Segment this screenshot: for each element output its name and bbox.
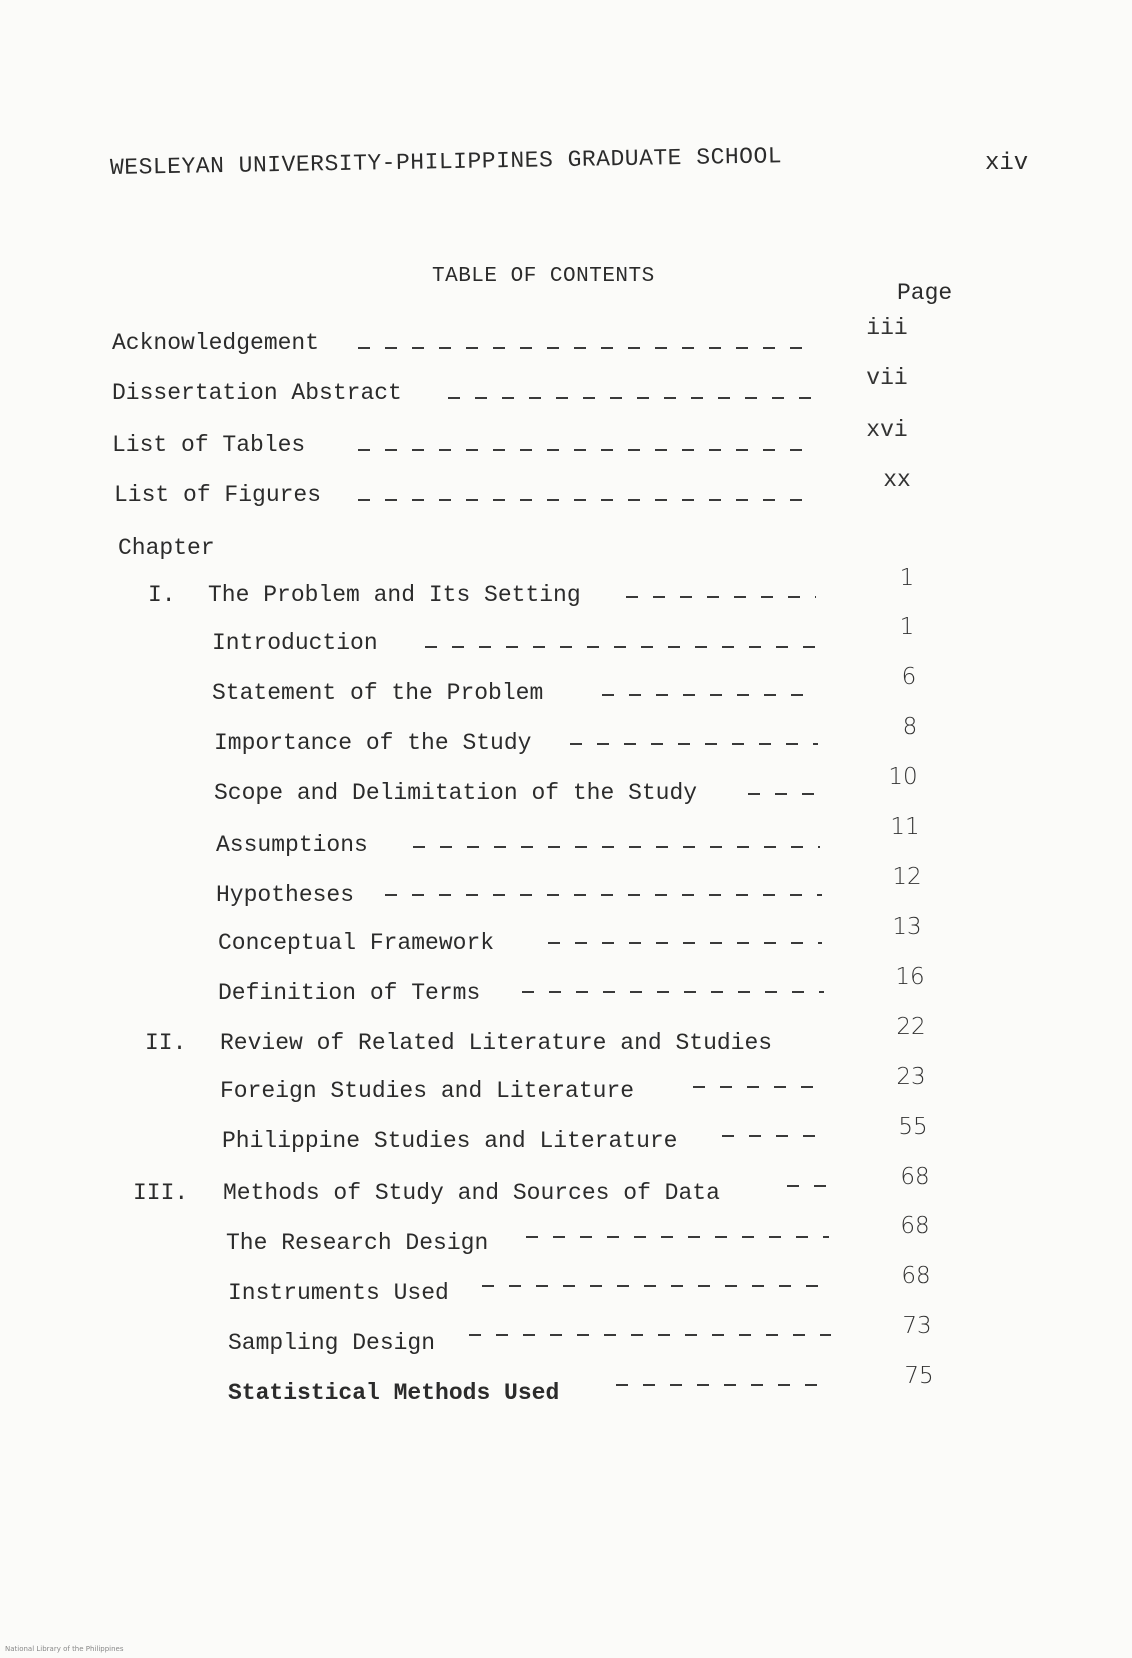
dot-leader [748, 793, 820, 795]
toc-entry-label: The Research Design [226, 1230, 489, 1256]
chapter-heading: Chapter [118, 535, 215, 561]
dot-leader [413, 846, 820, 848]
dot-leader [526, 1236, 829, 1238]
toc-entry-label: Scope and Delimitation of the Study [214, 780, 698, 806]
toc-entry-page: xvi [866, 417, 908, 443]
toc-entry-page: xx [883, 467, 911, 493]
toc-entry-page: 23 [896, 1064, 926, 1090]
dot-leader [448, 397, 813, 399]
toc-entry-label: Philippine Studies and Literature [222, 1128, 678, 1154]
toc-entry-page: 73 [902, 1313, 932, 1339]
toc-chapter-entry [145, 1030, 772, 1060]
institution-header: WESLEYAN UNIVERSITY-PHILIPPINES GRADUATE SCHOOL [109, 143, 783, 181]
toc-entry-page: vii [866, 365, 908, 391]
toc-entry-label: Statistical Methods Used [228, 1380, 560, 1406]
toc-entry [216, 882, 354, 912]
toc-entry-label: Instruments Used [228, 1280, 449, 1306]
toc-entry-page: 68 [901, 1263, 931, 1289]
toc-entry [214, 730, 531, 760]
scan-footer: National Library of the Philippines [5, 1645, 124, 1653]
dot-leader [616, 1384, 831, 1386]
chapter-numeral: II. [145, 1030, 187, 1056]
toc-entry-page: 1 [899, 614, 915, 640]
toc-entry-label: Acknowledgement [112, 330, 320, 356]
toc-entry-page: 10 [888, 764, 918, 790]
dot-leader [522, 991, 824, 993]
dot-leader [787, 1185, 829, 1187]
toc-chapter-entry [148, 582, 581, 612]
toc-entry-label: Methods of Study and Sources of Data [223, 1180, 720, 1206]
dot-leader [626, 596, 816, 598]
dot-leader [358, 499, 813, 501]
toc-entry-label: Foreign Studies and Literature [220, 1078, 635, 1104]
toc-entry-page: 8 [902, 714, 918, 740]
toc-entry-label: Hypotheses [216, 882, 355, 908]
toc-entry-label: Introduction [212, 630, 378, 656]
dot-leader [358, 347, 813, 349]
toc-entry-page: iii [866, 315, 908, 341]
toc-entry-label: Review of Related Literature and Studies [220, 1030, 773, 1056]
toc-entry-label: List of Figures [114, 482, 322, 508]
toc-entry-page: 16 [895, 964, 925, 990]
toc-entry-label: Sampling Design [228, 1330, 436, 1356]
toc-entry-page: 12 [892, 864, 922, 890]
dot-leader [425, 646, 817, 648]
dot-leader [722, 1135, 827, 1137]
dot-leader [548, 942, 822, 944]
toc-entry-page: 68 [900, 1164, 930, 1190]
toc-entry-page: 75 [904, 1363, 934, 1389]
toc-entry-label: Statement of the Problem [212, 680, 544, 706]
dot-leader [385, 894, 822, 896]
dot-leader [570, 743, 818, 745]
toc-entry-label: Assumptions [216, 832, 368, 858]
toc-entry [212, 680, 543, 710]
toc-entry-label: Dissertation Abstract [112, 380, 402, 406]
toc-entry-page: 13 [892, 914, 922, 940]
toc-entry-page: 22 [896, 1014, 926, 1040]
chapter-numeral: I. [148, 582, 176, 608]
toc-title: TABLE OF CONTENTS [432, 265, 655, 288]
dot-leader [693, 1086, 825, 1088]
toc-entry [220, 1078, 634, 1108]
toc-entry-label: Definition of Terms [218, 980, 481, 1006]
dot-leader [482, 1285, 830, 1287]
toc-entry [114, 482, 321, 512]
toc-entry [222, 1128, 677, 1158]
toc-entry-page: 68 [900, 1213, 930, 1239]
toc-entry-label: Conceptual Framework [218, 930, 495, 956]
toc-entry [112, 380, 402, 410]
chapter-numeral: III. [133, 1180, 189, 1206]
toc-entry-label: Importance of the Study [214, 730, 532, 756]
dot-leader [358, 449, 813, 451]
toc-entry-page: 55 [898, 1114, 928, 1140]
toc-entry-page: 1 [899, 565, 915, 591]
toc-entry-page: 11 [890, 814, 920, 840]
toc-entry [228, 1380, 559, 1410]
toc-entry-page: 6 [901, 664, 917, 690]
toc-entry [218, 930, 494, 960]
toc-entry [228, 1280, 449, 1310]
toc-entry [112, 330, 319, 360]
toc-entry-label: List of Tables [112, 432, 306, 458]
toc-entry [112, 432, 305, 462]
toc-entry [228, 1330, 435, 1360]
toc-entry [218, 980, 480, 1010]
page-column-label: Page [897, 280, 953, 306]
toc-chapter-entry [133, 1180, 720, 1210]
toc-entry-label: The Problem and Its Setting [208, 582, 581, 608]
toc-entry [214, 780, 697, 810]
toc-entry [212, 630, 378, 660]
toc-entry [216, 832, 368, 862]
page-number: xiv [985, 150, 1029, 177]
toc-entry [226, 1230, 488, 1260]
dot-leader [602, 694, 817, 696]
dot-leader [469, 1334, 831, 1336]
